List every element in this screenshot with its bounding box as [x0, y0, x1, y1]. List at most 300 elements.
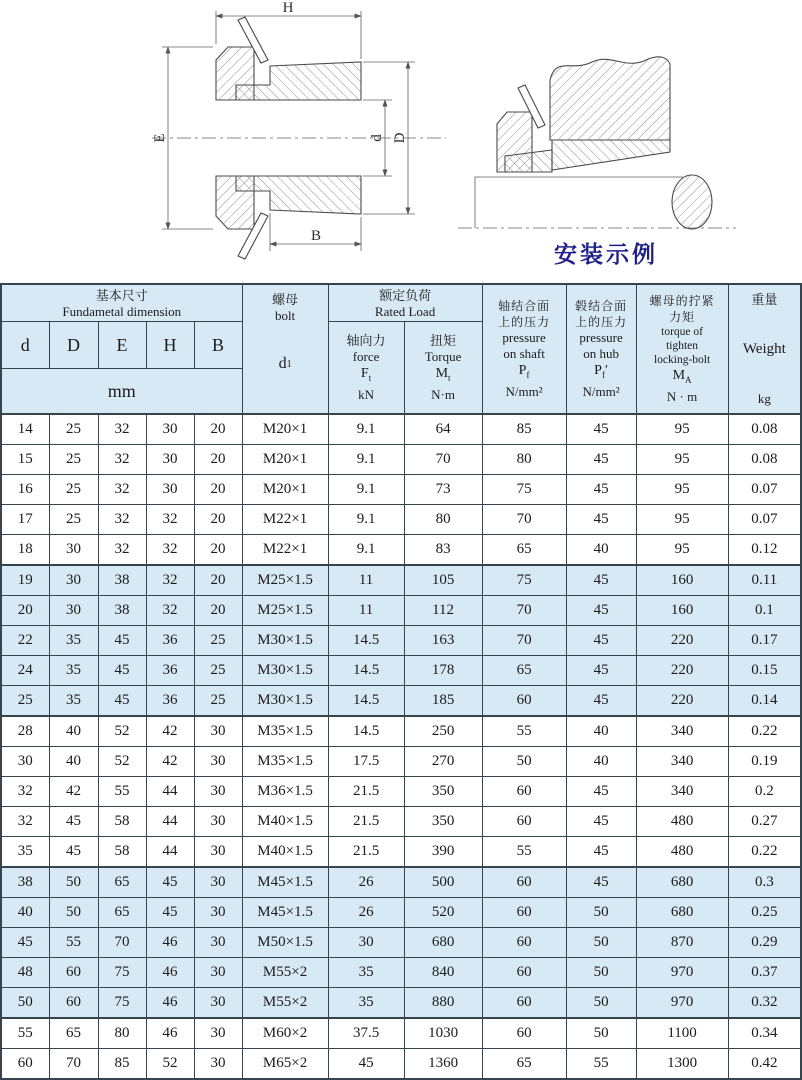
table-cell: 112: [404, 596, 482, 626]
table-cell: 44: [146, 837, 194, 868]
table-cell: 38: [98, 596, 146, 626]
table-cell: 45: [49, 837, 98, 868]
table-cell: 40: [566, 716, 636, 747]
header-bolt-zh: 螺母: [272, 292, 299, 307]
row-group: [1, 1018, 801, 1079]
table-cell: 65: [482, 535, 566, 566]
table-cell: 9.1: [328, 535, 404, 566]
table-cell: 45: [566, 807, 636, 837]
table-cell: 50: [566, 898, 636, 928]
table-cell: 32: [98, 445, 146, 475]
table-cell: 73: [404, 475, 482, 505]
table-cell: 105: [404, 565, 482, 596]
symbol-ma: $M_A$: [672, 367, 692, 385]
table-row: [1, 716, 801, 747]
table-cell: M65×2: [242, 1049, 328, 1080]
table-cell: 45: [566, 626, 636, 656]
table-row: [1, 445, 801, 475]
table-cell: M40×1.5: [242, 807, 328, 837]
table-cell: 44: [146, 777, 194, 807]
header-rated-load: [328, 284, 482, 322]
symbol-pf-prime: $P_f'$: [594, 362, 608, 380]
table-cell: M45×1.5: [242, 898, 328, 928]
table-cell: 65: [98, 867, 146, 898]
table-row: [1, 837, 801, 868]
header-load-zh: 额定负荷: [379, 287, 432, 303]
table-cell: 50: [1, 988, 49, 1019]
table-cell: 21.5: [328, 777, 404, 807]
header-basic-en: Fundametal dimension: [62, 303, 182, 319]
table-cell: 32: [1, 777, 49, 807]
table-cell: 680: [636, 898, 728, 928]
table-cell: 65: [49, 1018, 98, 1049]
table-cell: 64: [404, 414, 482, 445]
table-cell: 163: [404, 626, 482, 656]
table-header: [1, 284, 801, 414]
table-cell: 30: [194, 867, 242, 898]
table-cell: 30: [49, 535, 98, 566]
header-mm-unit: mm: [1, 369, 242, 415]
table-cell: 40: [566, 535, 636, 566]
table-cell: 40: [1, 898, 49, 928]
table-cell: 19: [1, 565, 49, 596]
table-cell: M30×1.5: [242, 626, 328, 656]
table-row: [1, 656, 801, 686]
table-cell: 38: [1, 867, 49, 898]
table-cell: 11: [328, 565, 404, 596]
row-group: [1, 565, 801, 716]
table-row: [1, 414, 801, 445]
table-cell: 0.42: [728, 1049, 801, 1080]
table-cell: 0.1: [728, 596, 801, 626]
table-cell: 0.34: [728, 1018, 801, 1049]
table-cell: 9.1: [328, 475, 404, 505]
table-cell: 45: [1, 928, 49, 958]
table-cell: 0.14: [728, 686, 801, 717]
table-cell: 30: [328, 928, 404, 958]
table-cell: 95: [636, 535, 728, 566]
table-cell: 55: [482, 837, 566, 868]
header-pressure-hub: 毂结合面 上的压力 pressure on hub $P_f'$ N/mm²: [566, 284, 636, 414]
table-cell: 22: [1, 626, 49, 656]
table-cell: 45: [566, 867, 636, 898]
table-cell: 45: [98, 686, 146, 717]
table-cell: 42: [146, 716, 194, 747]
table-cell: 14.5: [328, 716, 404, 747]
dim-label-H: H: [282, 0, 294, 16]
table-cell: M22×1: [242, 535, 328, 566]
table-cell: 1300: [636, 1049, 728, 1080]
header-bolt-en: bolt: [274, 308, 296, 323]
table-cell: 75: [98, 958, 146, 988]
header-load-en: Rated Load: [374, 303, 436, 319]
table-cell: 160: [636, 596, 728, 626]
table-cell: 970: [636, 958, 728, 988]
table-cell: 55: [49, 928, 98, 958]
table-cell: 30: [49, 565, 98, 596]
table-cell: 0.07: [728, 505, 801, 535]
table-cell: 680: [404, 928, 482, 958]
table-cell: 55: [98, 777, 146, 807]
table-cell: 21.5: [328, 837, 404, 868]
table-cell: 45: [146, 898, 194, 928]
table-cell: 30: [194, 898, 242, 928]
table-cell: 45: [566, 656, 636, 686]
table-cell: 390: [404, 837, 482, 868]
table-cell: 0.08: [728, 445, 801, 475]
table-cell: 480: [636, 837, 728, 868]
table-cell: 500: [404, 867, 482, 898]
table-cell: 30: [194, 716, 242, 747]
shaft-end-section: [672, 175, 712, 229]
table-row: [1, 596, 801, 626]
table-cell: 20: [194, 475, 242, 505]
header-pressure-shaft: 轴结合面 上的压力 pressure on shaft $P_f$ N/mm²: [482, 284, 566, 414]
dim-label-B: B: [310, 228, 322, 244]
table-cell: M25×1.5: [242, 565, 328, 596]
table-cell: 25: [49, 475, 98, 505]
table-cell: M45×1.5: [242, 867, 328, 898]
table-cell: 42: [146, 747, 194, 777]
header-col-E: E: [98, 322, 146, 369]
table-cell: 60: [482, 898, 566, 928]
table-cell: 50: [566, 928, 636, 958]
shaft-outline: [475, 177, 683, 228]
table-cell: 45: [566, 837, 636, 868]
table-cell: 60: [482, 807, 566, 837]
dim-label-d: d: [369, 134, 385, 142]
table-cell: 83: [404, 535, 482, 566]
table-cell: 21.5: [328, 807, 404, 837]
table-cell: 32: [98, 414, 146, 445]
drawing-caption: 安装示例: [554, 242, 658, 267]
table-cell: 60: [482, 867, 566, 898]
table-cell: 25: [1, 686, 49, 717]
table-cell: M55×2: [242, 988, 328, 1019]
table-cell: 26: [328, 898, 404, 928]
table-row: [1, 535, 801, 566]
table-cell: 35: [328, 958, 404, 988]
table-cell: 85: [482, 414, 566, 445]
table-row: [1, 807, 801, 837]
table-cell: 60: [482, 928, 566, 958]
table-cell: 52: [146, 1049, 194, 1080]
table-cell: 32: [146, 565, 194, 596]
table-row: [1, 777, 801, 807]
table-cell: 36: [146, 656, 194, 686]
table-cell: 0.19: [728, 747, 801, 777]
table-cell: 65: [482, 656, 566, 686]
table-cell: 16: [1, 475, 49, 505]
table-cell: 40: [566, 747, 636, 777]
table-cell: M50×1.5: [242, 928, 328, 958]
table-cell: 46: [146, 928, 194, 958]
table-cell: 11: [328, 596, 404, 626]
table-cell: 970: [636, 988, 728, 1019]
table-cell: 80: [98, 1018, 146, 1049]
table-cell: 58: [98, 807, 146, 837]
table-cell: M30×1.5: [242, 656, 328, 686]
table-cell: 30: [49, 596, 98, 626]
row-group: [1, 414, 801, 565]
table-cell: 60: [482, 1018, 566, 1049]
table-cell: 85: [98, 1049, 146, 1080]
table-cell: 50: [49, 898, 98, 928]
table-cell: 0.3: [728, 867, 801, 898]
header-bolt: [242, 284, 328, 414]
table-cell: 45: [566, 475, 636, 505]
table-cell: 880: [404, 988, 482, 1019]
table-cell: 35: [49, 686, 98, 717]
table-cell: 220: [636, 626, 728, 656]
table-cell: 30: [194, 747, 242, 777]
table-cell: 220: [636, 656, 728, 686]
table-cell: 50: [566, 1018, 636, 1049]
table-cell: M36×1.5: [242, 777, 328, 807]
table-cell: 36: [146, 686, 194, 717]
table-cell: 37.5: [328, 1018, 404, 1049]
table-cell: 35: [328, 988, 404, 1019]
row-group: [1, 867, 801, 1018]
table-cell: 60: [49, 958, 98, 988]
header-weight: 重量 Weight kg: [728, 284, 801, 414]
table-cell: 250: [404, 716, 482, 747]
header-col-d: d: [1, 322, 49, 369]
header-torque: 扭矩 Torque $M_t$ N·m: [404, 322, 482, 415]
table-cell: 52: [98, 747, 146, 777]
table-cell: 60: [482, 777, 566, 807]
table-row: [1, 928, 801, 958]
table-cell: 340: [636, 716, 728, 747]
table-cell: M20×1: [242, 414, 328, 445]
table-cell: 0.12: [728, 535, 801, 566]
table-cell: 14.5: [328, 626, 404, 656]
table-cell: 30: [194, 837, 242, 868]
table-cell: 45: [566, 777, 636, 807]
table-cell: M20×1: [242, 475, 328, 505]
table-cell: 20: [194, 596, 242, 626]
table-cell: 75: [98, 988, 146, 1019]
table-cell: 60: [482, 958, 566, 988]
table-cell: 45: [566, 565, 636, 596]
table-cell: 55: [482, 716, 566, 747]
table-cell: M25×1.5: [242, 596, 328, 626]
table-cell: 45: [98, 656, 146, 686]
table-cell: 60: [482, 988, 566, 1019]
header-col-D: D: [49, 322, 98, 369]
table-row: [1, 686, 801, 717]
table-cell: 30: [146, 445, 194, 475]
table-cell: 55: [566, 1049, 636, 1080]
table-cell: 17.5: [328, 747, 404, 777]
table-cell: 32: [98, 535, 146, 566]
table-cell: 42: [49, 777, 98, 807]
table-cell: 25: [49, 445, 98, 475]
table-cell: M22×1: [242, 505, 328, 535]
table-cell: 20: [194, 565, 242, 596]
table-cell: 50: [482, 747, 566, 777]
table-cell: 70: [482, 626, 566, 656]
table-cell: 70: [404, 445, 482, 475]
sleeve-wedge: [552, 140, 670, 170]
header-basic-zh: 基本尺寸: [95, 287, 148, 303]
table-cell: 30: [194, 1018, 242, 1049]
table-cell: 0.32: [728, 988, 801, 1019]
table-cell: 40: [49, 716, 98, 747]
table-row: [1, 1049, 801, 1080]
table-cell: 20: [194, 535, 242, 566]
table-cell: 1360: [404, 1049, 482, 1080]
hub-section: [550, 57, 670, 140]
header-bolt-symbol: d 1: [278, 355, 292, 372]
table-cell: 65: [98, 898, 146, 928]
table-cell: 60: [49, 988, 98, 1019]
table-cell: 15: [1, 445, 49, 475]
table-cell: 178: [404, 656, 482, 686]
symbol-ft: $F_t$: [360, 365, 372, 383]
row-group: [1, 716, 801, 867]
table-row: [1, 898, 801, 928]
table-cell: 30: [194, 928, 242, 958]
table-cell: 25: [194, 626, 242, 656]
table-row: [1, 475, 801, 505]
table-cell: 50: [566, 988, 636, 1019]
table-cell: 350: [404, 807, 482, 837]
table-cell: 30: [1, 747, 49, 777]
table-cell: 25: [194, 686, 242, 717]
symbol-pf: $P_f$: [518, 362, 530, 380]
table-cell: 870: [636, 928, 728, 958]
table-row: [1, 565, 801, 596]
table-cell: 0.07: [728, 475, 801, 505]
table-row: [1, 505, 801, 535]
table-cell: 32: [146, 505, 194, 535]
table-cell: 25: [49, 414, 98, 445]
table-cell: 18: [1, 535, 49, 566]
table-cell: 48: [1, 958, 49, 988]
table-cell: 270: [404, 747, 482, 777]
table-cell: 80: [482, 445, 566, 475]
table-cell: 30: [194, 807, 242, 837]
table-cell: 60: [1, 1049, 49, 1080]
table-cell: 36: [146, 626, 194, 656]
table-cell: 25: [49, 505, 98, 535]
table-cell: 14.5: [328, 686, 404, 717]
table-cell: 25: [194, 656, 242, 686]
table-cell: M30×1.5: [242, 686, 328, 717]
table-cell: 80: [404, 505, 482, 535]
table-cell: 45: [49, 807, 98, 837]
sleeve-section-upper: [236, 62, 361, 100]
table-cell: 45: [146, 867, 194, 898]
table-cell: 0.22: [728, 837, 801, 868]
table-cell: 95: [636, 505, 728, 535]
table-cell: 95: [636, 414, 728, 445]
header-basic-dimension: [1, 284, 242, 322]
table-cell: 35: [49, 656, 98, 686]
table-cell: 32: [98, 475, 146, 505]
table-cell: 1100: [636, 1018, 728, 1049]
table-cell: 340: [636, 777, 728, 807]
table-cell: 40: [49, 747, 98, 777]
table-cell: 46: [146, 1018, 194, 1049]
table-cell: 14: [1, 414, 49, 445]
table-cell: 58: [98, 837, 146, 868]
table-cell: 32: [146, 535, 194, 566]
table-cell: 50: [566, 958, 636, 988]
table-row: [1, 988, 801, 1019]
table-cell: 46: [146, 958, 194, 988]
table-cell: 28: [1, 716, 49, 747]
table-cell: 38: [98, 565, 146, 596]
table-cell: 45: [328, 1049, 404, 1080]
table-cell: 45: [566, 445, 636, 475]
table-row: [1, 958, 801, 988]
table-cell: 44: [146, 807, 194, 837]
cross-section-drawing: [140, 0, 460, 283]
table-cell: 75: [482, 475, 566, 505]
table-cell: 24: [1, 656, 49, 686]
table-cell: 840: [404, 958, 482, 988]
table-cell: 30: [146, 414, 194, 445]
table-cell: 35: [49, 626, 98, 656]
table-cell: 70: [49, 1049, 98, 1080]
table-cell: 45: [566, 596, 636, 626]
table-cell: M40×1.5: [242, 837, 328, 868]
table-cell: 0.2: [728, 777, 801, 807]
table-cell: M55×2: [242, 958, 328, 988]
table-cell: 9.1: [328, 414, 404, 445]
table-cell: 350: [404, 777, 482, 807]
table-cell: 60: [482, 686, 566, 717]
table-cell: 30: [194, 777, 242, 807]
table-cell: 45: [98, 626, 146, 656]
table-cell: 680: [636, 867, 728, 898]
table-cell: 65: [482, 1049, 566, 1080]
table-cell: 32: [98, 505, 146, 535]
table-cell: 45: [566, 414, 636, 445]
table-cell: M35×1.5: [242, 747, 328, 777]
table-cell: 0.29: [728, 928, 801, 958]
table-cell: 340: [636, 747, 728, 777]
table-cell: 9.1: [328, 445, 404, 475]
table-cell: 185: [404, 686, 482, 717]
header-col-B: B: [194, 322, 242, 369]
table-cell: 32: [146, 596, 194, 626]
table-cell: 30: [194, 988, 242, 1019]
header-axial-force: 轴向力 force $F_t$ kN: [328, 322, 404, 415]
table-cell: M35×1.5: [242, 716, 328, 747]
table-cell: 70: [482, 505, 566, 535]
table-cell: 220: [636, 686, 728, 717]
table-cell: 160: [636, 565, 728, 596]
table-cell: 35: [1, 837, 49, 868]
table-cell: 20: [194, 414, 242, 445]
symbol-mt: $M_t$: [435, 365, 451, 383]
table-cell: 0.37: [728, 958, 801, 988]
table-row: [1, 747, 801, 777]
dim-label-E: E: [152, 133, 168, 143]
table-cell: M20×1: [242, 445, 328, 475]
spec-table: [0, 283, 802, 1080]
table-cell: 46: [146, 988, 194, 1019]
table-cell: 0.17: [728, 626, 801, 656]
sleeve-section-lower: [236, 176, 361, 214]
table-cell: 1030: [404, 1018, 482, 1049]
table-cell: 0.15: [728, 656, 801, 686]
table-cell: 75: [482, 565, 566, 596]
table-cell: 480: [636, 807, 728, 837]
